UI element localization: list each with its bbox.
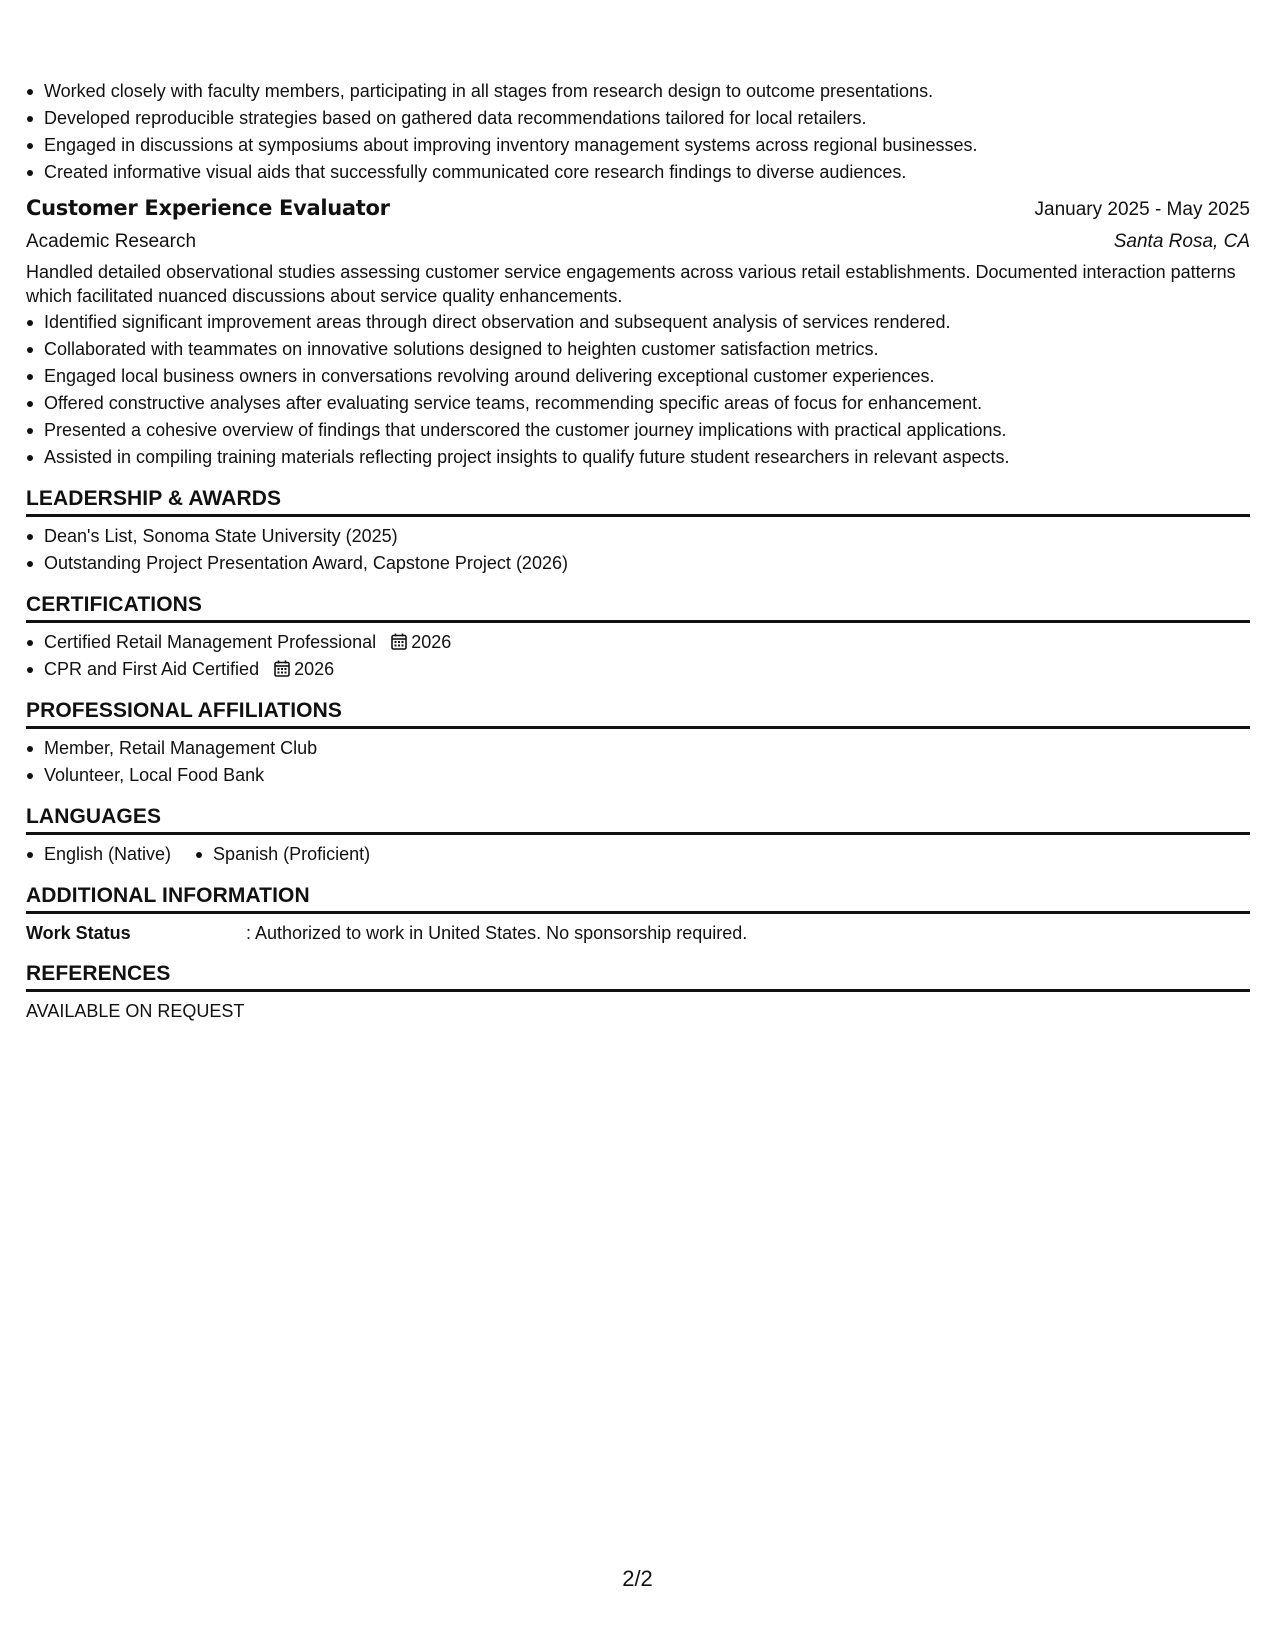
section-heading: LEADERSHIP & AWARDS xyxy=(26,485,1250,517)
certification-year: 2026 xyxy=(411,632,452,652)
affiliations-list xyxy=(26,735,1250,789)
list-item: Worked closely with faculty members, participating in all stages from research design to outcome presentations. xyxy=(26,78,1250,105)
page-number: 2/2 xyxy=(622,1566,653,1591)
job-subheader xyxy=(26,226,1250,258)
previous-job-bullets xyxy=(26,78,1250,186)
work-status-label: Work Status xyxy=(26,923,131,943)
list-item: Volunteer, Local Food Bank xyxy=(26,762,1250,789)
leadership-section xyxy=(26,485,1250,577)
certification-name: CPR and First Aid Certified xyxy=(44,659,260,679)
list-item: Presented a cohesive overview of findings that underscored the customer journey implications with practical applications. xyxy=(26,417,1250,444)
list-item xyxy=(26,656,1250,683)
list-item xyxy=(26,629,1250,656)
job-location: Santa Rosa, CA xyxy=(1113,231,1250,252)
work-status-row xyxy=(26,920,1250,946)
additional-info-section xyxy=(26,882,1250,946)
calendar-icon xyxy=(274,660,290,677)
list-item: Assisted in compiling training materials reflecting project insights to qualify future student researchers in relevant aspects. xyxy=(26,444,1250,471)
section-heading: PROFESSIONAL AFFILIATIONS xyxy=(26,697,1250,729)
job-header xyxy=(26,192,1250,226)
affiliations-section xyxy=(26,697,1250,789)
list-item: English (Native) xyxy=(26,841,171,868)
list-item: Spanish (Proficient) xyxy=(195,841,370,868)
section-heading: ADDITIONAL INFORMATION xyxy=(26,882,1250,914)
references-section xyxy=(26,960,1250,1024)
section-heading: LANGUAGES xyxy=(26,803,1250,835)
section-heading: REFERENCES xyxy=(26,960,1250,992)
list-item: Created informative visual aids that successfully communicated core research findings to diverse audiences. xyxy=(26,159,1250,186)
languages-section xyxy=(26,803,1250,868)
list-item: Outstanding Project Presentation Award, Capstone Project (2026) xyxy=(26,550,1250,577)
job-title: Customer Experience Evaluator xyxy=(26,196,390,220)
job-description: Handled detailed observational studies assessing customer service engagements across various retail establishments. Documented interaction patterns which facilitated nuanced discussions about service quality enhancements. xyxy=(26,262,1236,306)
work-status-value: : Authorized to work in United States. No sponsorship required. xyxy=(246,923,748,943)
section-heading: CERTIFICATIONS xyxy=(26,591,1250,623)
list-item: Dean's List, Sonoma State University (2025) xyxy=(26,523,1250,550)
references-text: AVAILABLE ON REQUEST xyxy=(26,1001,245,1021)
list-item: Engaged in discussions at symposiums about improving inventory management systems across regional businesses. xyxy=(26,132,1250,159)
certification-name: Certified Retail Management Professional xyxy=(44,632,377,652)
calendar-icon xyxy=(391,633,407,650)
list-item: Developed reproducible strategies based on gathered data recommendations tailored for local retailers. xyxy=(26,105,1250,132)
resume-page xyxy=(26,78,1250,1024)
certifications-section xyxy=(26,591,1250,683)
job-bullets xyxy=(26,309,1250,471)
languages-list xyxy=(26,841,1250,868)
list-item: Member, Retail Management Club xyxy=(26,735,1250,762)
certification-year: 2026 xyxy=(294,659,335,679)
list-item: Collaborated with teammates on innovative solutions designed to heighten customer satisfaction metrics. xyxy=(26,336,1250,363)
list-item: Offered constructive analyses after evaluating service teams, recommending specific areas of focus for enhancement. xyxy=(26,390,1250,417)
certifications-list xyxy=(26,629,1250,683)
list-item: Engaged local business owners in conversations revolving around delivering exceptional customer experiences. xyxy=(26,363,1250,390)
job-entry xyxy=(26,192,1250,471)
leadership-list xyxy=(26,523,1250,577)
job-organization: Academic Research xyxy=(26,231,197,252)
list-item: Identified significant improvement areas through direct observation and subsequent analysis of services rendered. xyxy=(26,309,1250,336)
job-dates: January 2025 - May 2025 xyxy=(1034,199,1250,220)
